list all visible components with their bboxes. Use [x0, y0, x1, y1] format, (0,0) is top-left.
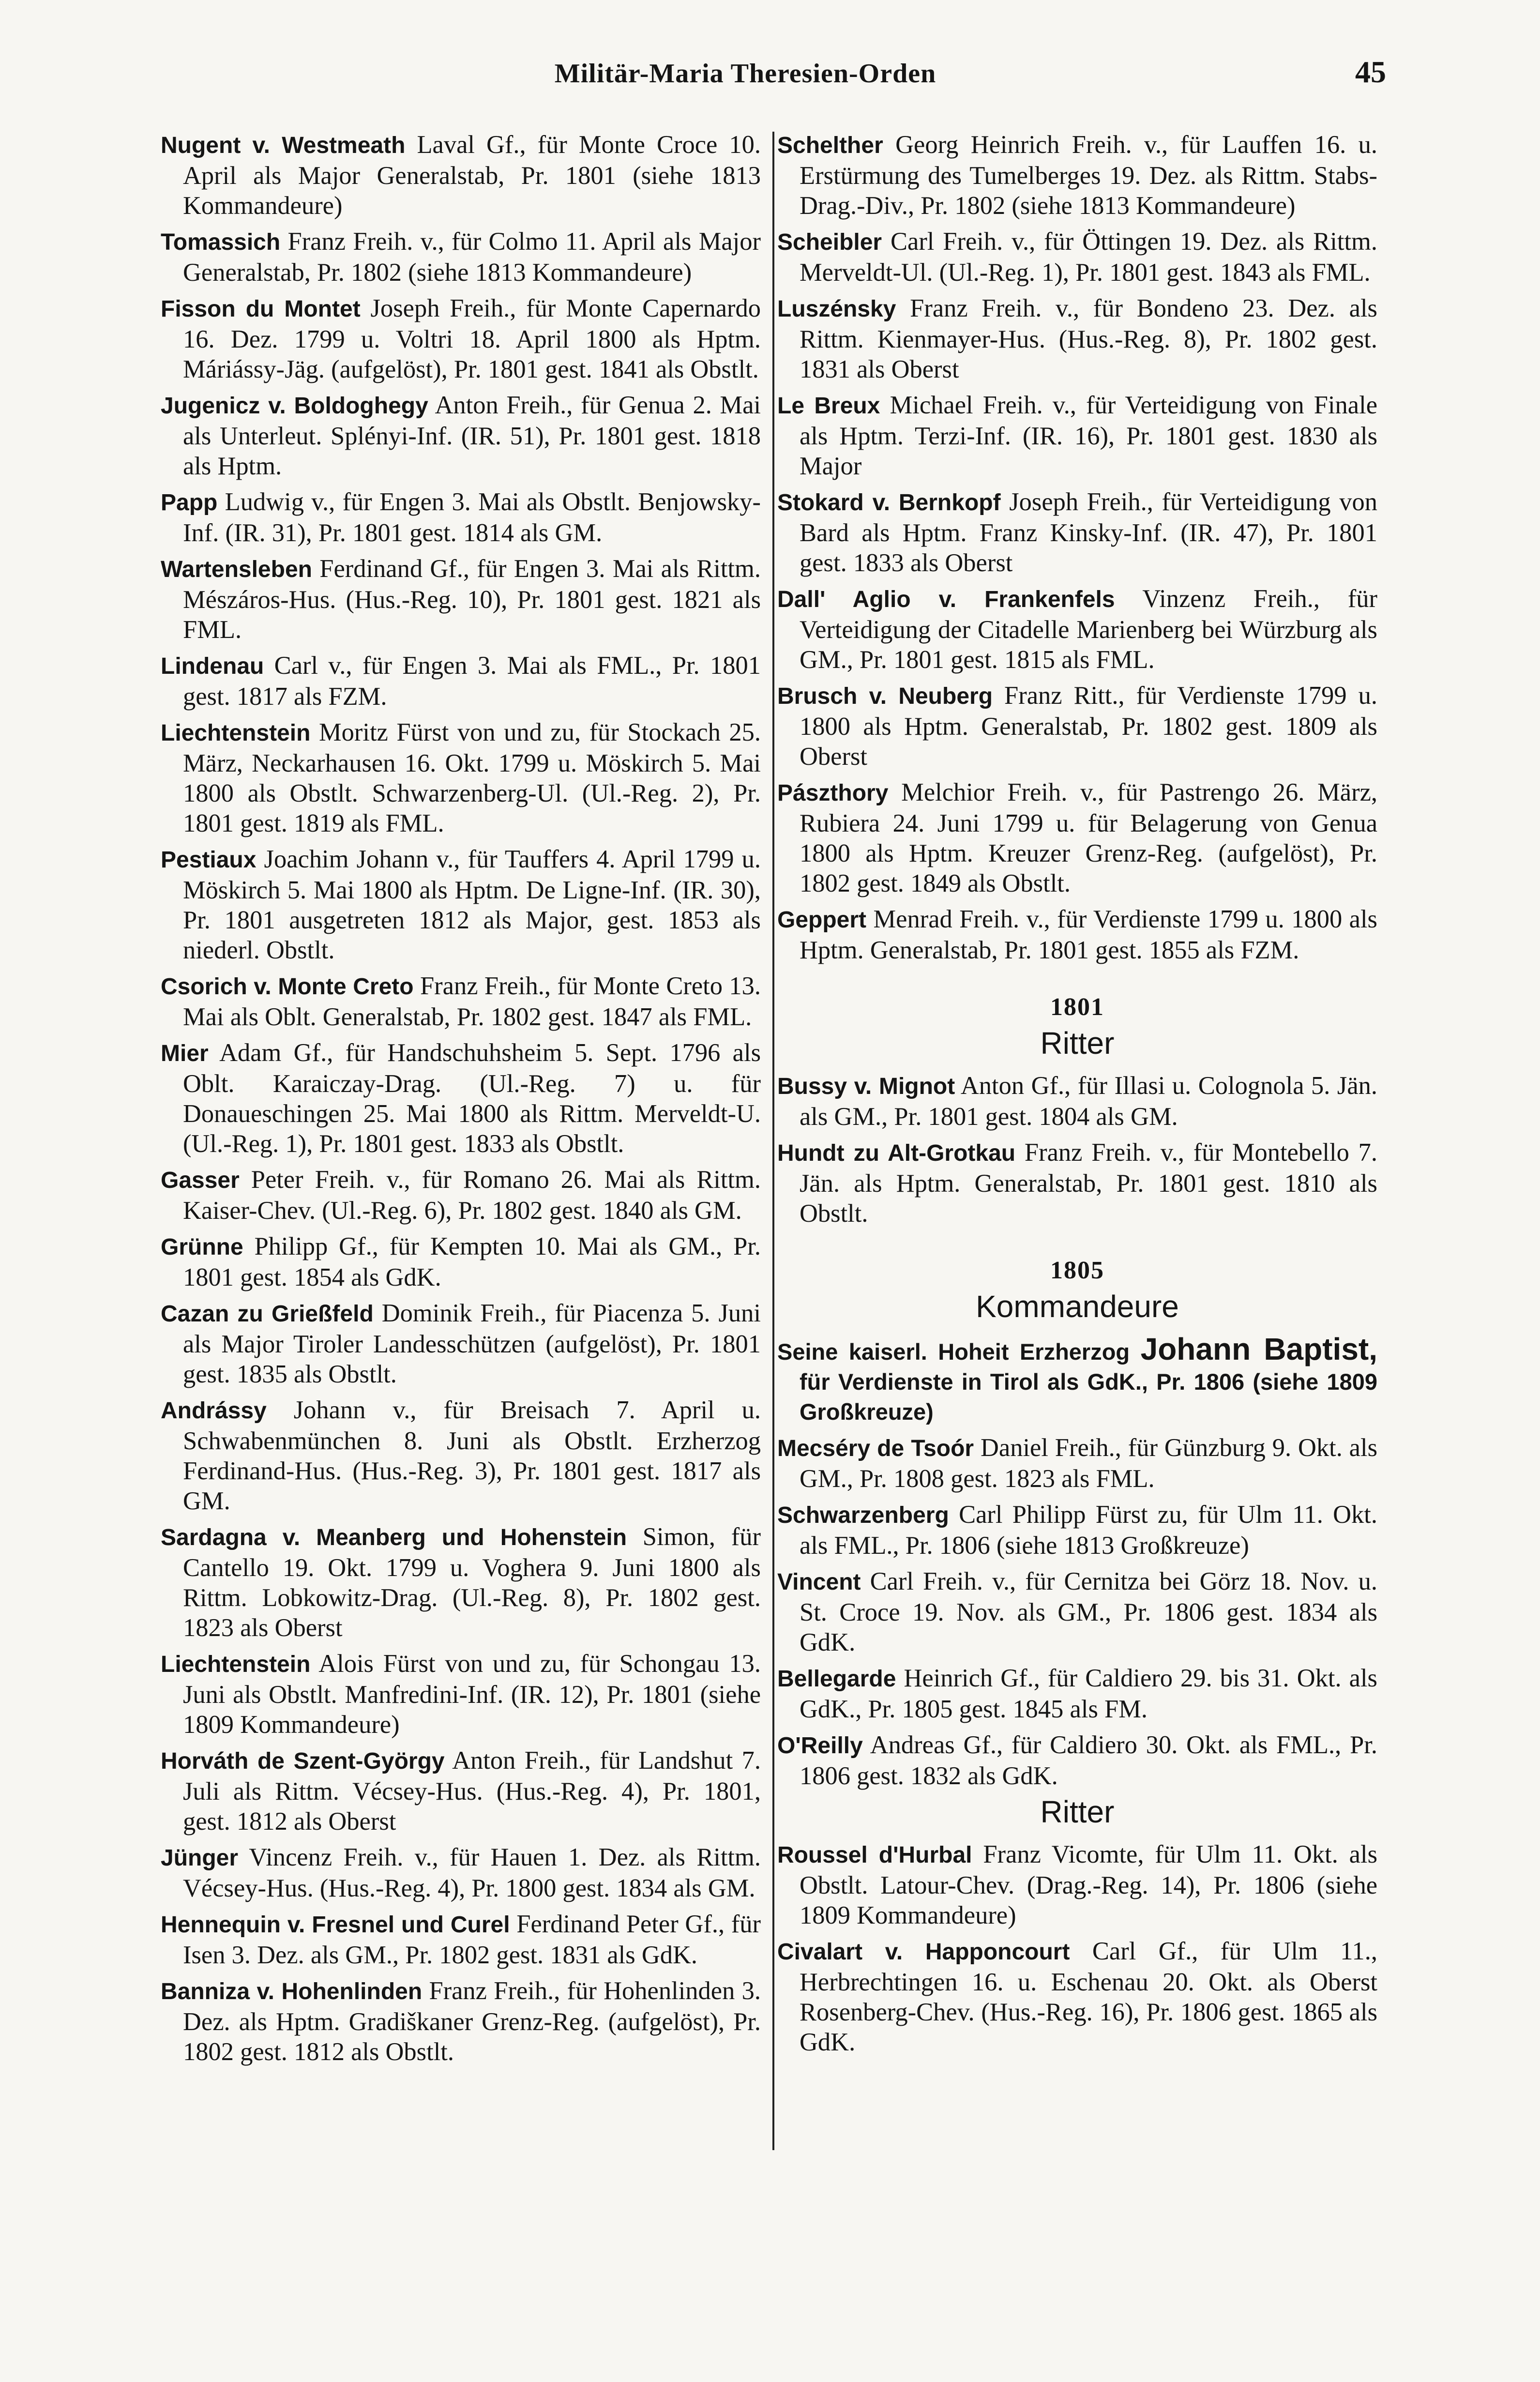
entry-text: Carl Philipp Fürst zu, für Ulm 11. Okt. als FML., Pr. 1806 (siehe 1813 Großkreuze) [800, 1501, 1377, 1560]
entry-text: Ferdinand Gf., für Engen 3. Mai als Rittm. Mészáros-Hus. (Hus.-Reg. 10), Pr. 1801 gest. 1821 als FML. [183, 555, 761, 644]
entry-text: Franz Vicomte, für Ulm 11. Okt. als Obstlt. Latour-Chev. (Drag.-Reg. 14), Pr. 1806 (siehe 1809 Kommandeure) [800, 1840, 1378, 1929]
entry [161, 651, 761, 712]
entry [777, 130, 1377, 221]
entry-text: Alois Fürst von und zu, für Schongau 13. Juni als Obstlt. Manfredini-Inf. (IR. 12), Pr. 1801 (siehe 1809 Kommandeure) [183, 1650, 761, 1739]
entry-name: O'Reilly [777, 1733, 863, 1759]
entry-text: Dominik Freih., für Piacenza 5. Juni als Major Tiroler Landesschützen (aufgelöst), Pr. 1801 gest. 1835 als Obstlt. [183, 1299, 761, 1388]
entry-name: Pászthory [777, 780, 889, 806]
entry-name: Gasser [161, 1168, 240, 1193]
entry-text: Michael Freih. v., für Verteidigung von Finale als Hptm. Terzi-Inf. (IR. 16), Pr. 1801 gest. 1830 als Major [800, 391, 1377, 480]
entry [161, 293, 761, 384]
entry-name: Geppert [777, 907, 867, 933]
left-column [161, 130, 761, 2073]
entry-text: Andreas Gf., für Caldiero 30. Okt. als FML., Pr. 1806 gest. 1832 als GdK. [800, 1731, 1377, 1790]
entry-name: Nugent v. Westmeath [161, 133, 406, 158]
entry [161, 844, 761, 965]
entry-name: Csorich v. Monte Creto [161, 974, 414, 1000]
section-heading-ritter-1805: Ritter [1040, 1794, 1115, 1829]
entry-name: Pestiaux [161, 847, 257, 873]
entry [777, 390, 1377, 481]
entry-name: Papp [161, 490, 218, 516]
entry-name: Cazan zu Grießfeld [161, 1301, 374, 1327]
page-number: 45 [1355, 55, 1386, 89]
entry [161, 1842, 761, 1903]
entry [161, 487, 761, 548]
entry-name: Vincent [777, 1569, 861, 1595]
entry-text: Franz Freih. v., für Colmo 11. April als Major Generalstab, Pr. 1802 (siehe 1813 Kommandeure) [183, 228, 761, 287]
entry [161, 1522, 761, 1643]
entry [777, 1138, 1377, 1229]
entry [161, 1038, 761, 1159]
entry-text: Franz Freih. v., für Montebello 7. Jän. als Hptm. Generalstab, Pr. 1801 gest. 1810 als Obstlt. [800, 1138, 1377, 1228]
column-divider [772, 132, 774, 2150]
entry-name: Horváth de Szent-György [161, 1748, 445, 1774]
entry-name: Roussel d'Hurbal [777, 1842, 972, 1868]
entry-text: Carl Freih. v., für Cernitza bei Görz 18. Nov. u. St. Croce 19. Nov. als GM., Pr. 1806 gest. 1834 als GdK. [800, 1567, 1377, 1656]
entry-text: Vinzenz Freih., für Verteidigung der Citadelle Marienberg bei Würzburg als GM., Pr. 1801 gest. 1815 als FML. [800, 585, 1377, 674]
entry-name: Lindenau [161, 653, 264, 679]
entry [161, 227, 761, 288]
entry-name: Hundt zu Alt-Grotkau [777, 1140, 1016, 1166]
entry-name: Bussy v. Mignot [777, 1074, 955, 1099]
entry [777, 1071, 1377, 1132]
entry [161, 1745, 761, 1836]
entries-1801-ritter [777, 1071, 1377, 1229]
entry [777, 1500, 1377, 1561]
entry-text: Vincenz Freih. v., für Hauen 1. Dez. als Rittm. Vécsey-Hus. (Hus.-Reg. 4), Pr. 1800 gest. 1834 als GM. [183, 1843, 761, 1902]
entry [161, 390, 761, 481]
entry-text: Laval Gf., für Monte Croce 10. April als Major Generalstab, Pr. 1801 (siehe 1813 Kommandeure) [183, 131, 761, 220]
entry [777, 487, 1377, 578]
entry-name: Liechtenstein [161, 720, 311, 746]
entry-name: Wartensleben [161, 557, 312, 582]
entry-name: Schwarzenberg [777, 1502, 949, 1528]
entries-1805-kommandeure [777, 1433, 1377, 1791]
entry-text: Anton Freih., für Genua 2. Mai als Unterleut. Splényi-Inf. (IR. 51), Pr. 1801 gest. 1818 als Hptm. [183, 391, 761, 480]
entry-text: Franz Ritt., für Verdienste 1799 u. 1800 als Hptm. Generalstab, Pr. 1802 gest. 1809 als Oberst [800, 682, 1377, 771]
entry-text: Heinrich Gf., für Caldiero 29. bis 31. Okt. als GdK., Pr. 1805 gest. 1845 als FM. [800, 1664, 1377, 1723]
entry-name: Schelther [777, 133, 883, 158]
entry-text: Ferdinand Peter Gf., für Isen 3. Dez. als GM., Pr. 1802 gest. 1831 als GdK. [183, 1910, 761, 1969]
section-heading-ritter: Ritter [1040, 1026, 1115, 1061]
entry [777, 777, 1377, 898]
section-heading-kommandeure: Kommandeure [976, 1289, 1179, 1324]
entry-text: Carl Freih. v., für Öttingen 19. Dez. als Rittm. Merveldt-Ul. (Ul.-Reg. 1), Pr. 1801 gest. 1843 als FML. [800, 228, 1377, 287]
entry-name: Grünne [161, 1234, 243, 1260]
entry-name: Jünger [161, 1845, 239, 1871]
entry-text: Philipp Gf., für Kempten 10. Mai als GM., Pr. 1801 gest. 1854 als GdK. [183, 1232, 761, 1291]
entry-name: Stokard v. Bernkopf [777, 490, 1001, 516]
entry-name: Andrássy [161, 1398, 267, 1424]
entry-text: Carl Gf., für Ulm 11., Herbrechtingen 16. u. Eschenau 20. Okt. als Oberst Rosenberg-Chev. (Hus.-Reg. 16), Pr. 1806 gest. 1865 als GdK. [800, 1937, 1378, 2056]
entry-text: für Verdienste in Tirol als GdK., Pr. 1806 (siehe 1809 Großkreuze) [800, 1369, 1377, 1425]
entry [161, 1298, 761, 1389]
entry-text: Joachim Johann v., für Tauffers 4. April 1799 u. Möskirch 5. Mai 1800 als Hptm. De Ligne-Inf. (IR. 30), Pr. 1801 ausgetreten 1812 als Major, gest. 1853 als niederl. Obstlt. [183, 845, 761, 964]
entry-name: Banniza v. Hohenlinden [161, 1979, 423, 2004]
entry-name: Scheibler [777, 229, 882, 255]
entry-text: Peter Freih. v., für Romano 26. Mai als Rittm. Kaiser-Chev. (Ul.-Reg. 6), Pr. 1802 gest. 1840 als GM. [183, 1166, 761, 1225]
entry-name: Le Breux [777, 393, 880, 419]
entry [777, 1730, 1377, 1791]
entry [161, 971, 761, 1032]
entry-name: Sardagna v. Meanberg und Hohenstein [161, 1525, 627, 1550]
entry-text: Franz Freih., für Hohenlinden 3. Dez. als Hptm. Gradiškaner Grenz-Reg. (aufgelöst), Pr. 1802 gest. 1812 als Obstlt. [183, 1977, 761, 2066]
entry [161, 1909, 761, 1970]
entry [161, 1649, 761, 1740]
entry-name: Luszénsky [777, 296, 896, 322]
entry-text: Georg Heinrich Freih. v., für Lauffen 16. u. Erstürmung des Tumelberges 19. Dez. als Rittm. Stabs-Drag.-Div., Pr. 1802 (siehe 1813 Kommandeure) [800, 131, 1377, 220]
entry [777, 293, 1377, 384]
entry [777, 1839, 1377, 1930]
entry-text: Moritz Fürst von und zu, für Stockach 25. März, Neckarhausen 16. Okt. 1799 u. Möskirch 5. Mai 1800 als Obstlt. Schwarzenberg-Ul. (Ul.-Reg. 2), Pr. 1801 gest. 1819 als FML. [183, 718, 761, 837]
entry-erzherzog-johann [777, 1334, 1377, 1427]
entry-text: Johann v., für Breisach 7. April u. Schwabenmünchen 8. Juni als Obstlt. Erzherzog Ferdinand-Hus. (Hus.-Reg. 3), Pr. 1801 gest. 1817 als GM. [183, 1396, 761, 1515]
entry-name: Mier [161, 1041, 209, 1066]
entry [777, 1936, 1377, 2057]
entries-1800-continued [777, 130, 1377, 965]
entry-text: Melchior Freih. v., für Pastrengo 26. März, Rubiera 24. Juni 1799 u. für Belagerung von Genua 1800 als Hptm. Kreuzer Grenz-Reg. (aufgelöst), Pr. 1802 gest. 1849 als Obstlt. [800, 778, 1377, 897]
entry [161, 1395, 761, 1516]
entry [777, 584, 1377, 675]
entry-name: Johann Baptist, [1140, 1332, 1378, 1366]
entry-text: Joseph Freih., für Monte Capernardo 16. Dez. 1799 u. Voltri 18. April 1800 als Hptm. Máriássy-Jäg. (aufgelöst), Pr. 1801 gest. 1841 als Obstlt. [183, 294, 761, 383]
entry [777, 1663, 1377, 1724]
entry-text: Franz Freih. v., für Bondeno 23. Dez. als Rittm. Kienmayer-Hus. (Hus.-Reg. 8), Pr. 1802 gest. 1831 als Oberst [800, 294, 1377, 383]
entry [777, 681, 1377, 772]
entry-prefix: Seine kaiserl. Hoheit Erzherzog [777, 1339, 1141, 1365]
entry-text: Ludwig v., für Engen 3. Mai als Obstlt. Benjowsky-Inf. (IR. 31), Pr. 1801 gest. 1814 als GM. [183, 488, 761, 547]
entry-name: Brusch v. Neuberg [777, 683, 993, 709]
entry-name: Jugenicz v. Boldoghegy [161, 393, 428, 419]
entry-name: Mecséry de Tsoór [777, 1436, 974, 1461]
entry [777, 904, 1377, 965]
entry-text: Joseph Freih., für Verteidigung von Bard als Hptm. Franz Kinsky-Inf. (IR. 47), Pr. 1801 gest. 1833 als Oberst [800, 488, 1377, 577]
entry-text: Daniel Freih., für Günzburg 9. Okt. als GM., Pr. 1808 gest. 1823 als FML. [800, 1434, 1378, 1493]
entry-name: Bellegarde [777, 1666, 896, 1692]
entry-text: Menrad Freih. v., für Verdienste 1799 u. 1800 als Hptm. Generalstab, Pr. 1801 gest. 1855 als FZM. [800, 905, 1377, 964]
entry [777, 1433, 1377, 1494]
entry-name: Hennequin v. Fresnel und Curel [161, 1912, 510, 1938]
running-header: Militär-Maria Theresien-Orden [554, 59, 936, 89]
entry [161, 554, 761, 645]
entry [777, 1566, 1377, 1657]
entries-1805-ritter [777, 1839, 1377, 2057]
entry-name: Liechtenstein [161, 1652, 311, 1677]
entry [161, 1976, 761, 2067]
entry-text: Simon, für Cantello 19. Okt. 1799 u. Voghera 9. Juni 1800 als Rittm. Lobkowitz-Drag. (Ul.-Reg. 8), Pr. 1802 gest. 1823 als Oberst [183, 1523, 761, 1642]
entry-name: Civalart v. Happoncourt [777, 1939, 1070, 1965]
entry [161, 1231, 761, 1292]
entry-text: Carl v., für Engen 3. Mai als FML., Pr. 1801 gest. 1817 als FZM. [183, 652, 761, 711]
year-heading-1805: 1805 [1050, 1257, 1104, 1284]
entry-name: Tomassich [161, 229, 281, 255]
entry [161, 1165, 761, 1226]
entry-name: Dall' Aglio v. Frankenfels [777, 587, 1115, 612]
right-column [777, 130, 1377, 2063]
entry [161, 130, 761, 221]
entry-text: Franz Freih., für Monte Creto 13. Mai als Oblt. Generalstab, Pr. 1802 gest. 1847 als FML. [183, 972, 761, 1031]
entry-text: Adam Gf., für Handschuhsheim 5. Sept. 1796 als Oblt. Karaiczay-Drag. (Ul.-Reg. 7) u. für Donaueschingen 25. Mai 1800 als Rittm. Merveldt-U. (Ul.-Reg. 1), Pr. 1801 gest. 1833 als Obstlt. [183, 1039, 761, 1158]
entry-text: Anton Gf., für Illasi u. Colognola 5. Jän. als GM., Pr. 1801 gest. 1804 als GM. [800, 1072, 1377, 1131]
entry [777, 227, 1377, 288]
entry-text: Anton Freih., für Landshut 7. Juli als Rittm. Vécsey-Hus. (Hus.-Reg. 4), Pr. 1801, gest. 1812 als Oberst [183, 1746, 761, 1836]
entry-name: Fisson du Montet [161, 296, 361, 322]
entry [161, 717, 761, 838]
year-heading-1801: 1801 [1050, 993, 1104, 1021]
